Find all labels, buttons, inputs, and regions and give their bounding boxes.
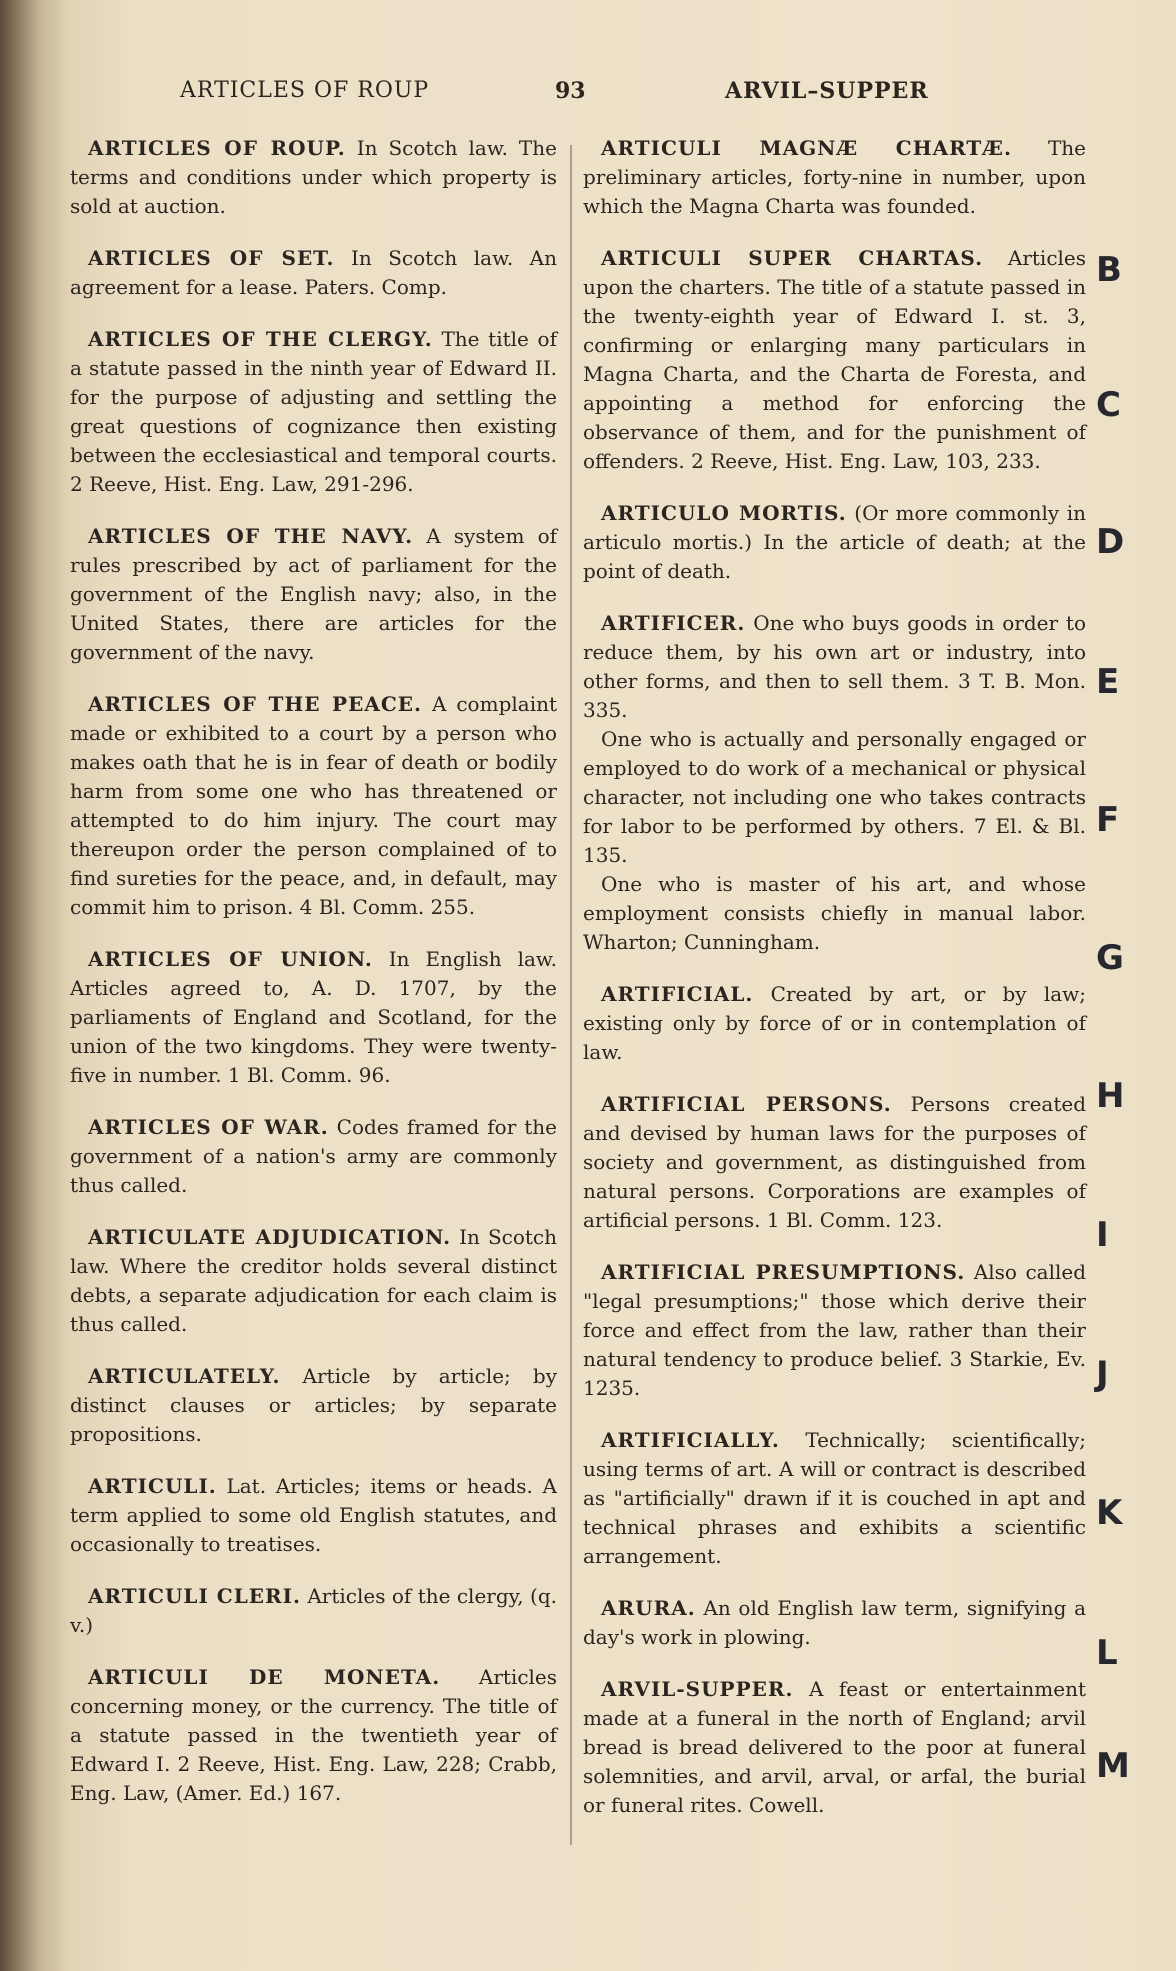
entry-definition: Articles of the clergy, (q. v.) [70, 1584, 557, 1637]
page-number: 93 [555, 78, 586, 104]
running-header [150, 78, 950, 118]
entry-definition: In Scotch law. An agreement for a lease. Paters. Comp. [70, 246, 558, 299]
thumb-index-letter[interactable]: B [1096, 250, 1122, 290]
entry [70, 522, 557, 667]
entry-headword: ARTICULI SUPER CHARTAS. [601, 246, 984, 270]
thumb-index-letter[interactable]: L [1096, 1633, 1118, 1673]
entry [70, 1223, 557, 1339]
entry-definition: Technically; scientifically; using terms of art. A will or contract is described as "artificially" drawn if it is couched in apt and technical phrases and exhibits a scientific arrangement. [583, 1428, 1086, 1568]
entry [583, 1594, 1086, 1652]
entry-definition: A feast or entertainment made at a funeral in the north of England; arvil bread is bread delivered to the poor at funeral solemnities, and arvil, arval, or arfal, the burial or funeral rites. Cowell. [583, 1677, 1086, 1817]
entry [70, 325, 557, 499]
entry-headword: ARVIL-SUPPER. [601, 1677, 794, 1701]
entry-definition: Article by article; by distinct clauses or articles; by separate propositions. [70, 1364, 557, 1446]
thumb-index-letter[interactable]: D [1096, 522, 1125, 562]
header-left-guide-word: ARTICLES OF ROUP [180, 78, 430, 103]
entry-definition: A complaint made or exhibited to a court by a person who makes oath that he is in fear of death or bodily harm from some one who has threatened or attempted to do him injury. The court may thereupon order the person complained of to find sureties for the peace, and, in default, may commit him to prison. 4 Bl. Comm. 255. [70, 692, 558, 919]
right-column [583, 134, 1086, 1843]
thumb-index-letter[interactable]: M [1096, 1746, 1130, 1786]
entry [583, 1675, 1086, 1820]
entry-definition: A system of rules prescribed by act of parliament for the government of the English navy; also, in the United States, there are articles for the government of the navy. [70, 524, 558, 664]
entry [70, 1113, 557, 1200]
entry-headword: ARTICLES OF UNION. [88, 947, 373, 971]
entry-headword: ARTICLES OF THE PEACE. [88, 692, 422, 716]
entry-headword: ARTICULATELY. [88, 1364, 281, 1388]
thumb-index-letter[interactable]: I [1096, 1215, 1109, 1255]
entry-definition: Lat. Articles; items or heads. A term applied to some old English statutes, and occasionally to treatises. [70, 1474, 558, 1556]
entry-definition: (Or more commonly in articulo mortis.) In the article of death; at the point of death. [583, 501, 1087, 583]
entry [583, 499, 1086, 586]
entry-headword: ARTICLES OF SET. [88, 246, 335, 270]
entry-headword: ARTIFICIAL PERSONS. [601, 1092, 892, 1116]
entry-headword: ARTICLES OF WAR. [88, 1115, 329, 1139]
entry-definition: One who buys goods in order to reduce them, by his own art or industry, into other forms, and then to sell them. 3 T. B. Mon. 335. [583, 611, 1087, 722]
entry-headword: ARTIFICIALLY. [601, 1428, 780, 1452]
entry-definition: Articles upon the charters. The title of a statute passed in the twenty-eighth year of Edward I. st. 3, confirming or enlarging many particulars in Magna Charta, and the Charta de Foresta, and appointing a method for enforcing the observance of them, and for the punishment of offenders. 2 Reeve, Hist. Eng. Law, 103, 233. [583, 246, 1087, 473]
entry-definition: In Scotch law. Where the creditor holds several distinct debts, a separate adjudication for each claim is thus called. [70, 1225, 558, 1336]
entry [583, 980, 1086, 1067]
header-right-guide-word: ARVIL–SUPPER [725, 78, 929, 104]
entry-headword: ARTICULATE ADJUDICATION. [88, 1225, 452, 1249]
entry-headword: ARTICULI DE MONETA. [88, 1665, 441, 1689]
entry-sub-definition: One who is actually and personally engaged or employed to do work of a mechanical or physical character, not including one who takes contracts for labor to be performed by others. 7 El. & Bl. 135. [583, 727, 1086, 867]
entry-headword: ARTICULI. [88, 1474, 217, 1498]
entry-headword: ARTICULI CLERI. [88, 1584, 301, 1608]
entry-headword: ARURA. [601, 1596, 696, 1620]
thumb-index-letter[interactable]: E [1096, 662, 1120, 702]
entry [70, 945, 557, 1090]
entry [70, 244, 557, 302]
entry-headword: ARTICLES OF THE CLERGY. [88, 327, 433, 351]
entry [70, 134, 557, 221]
entry-definition: The preliminary articles, forty-nine in number, upon which the Magna Charta was founded. [583, 136, 1086, 218]
thumb-index-letter[interactable]: F [1096, 800, 1120, 840]
thumb-index-letter[interactable]: J [1096, 1354, 1109, 1394]
entry-headword: ARTICULO MORTIS. [601, 501, 847, 525]
entry-definition: Created by art, or by law; existing only by force of or in contemplation of law. [583, 982, 1087, 1064]
column-divider [570, 145, 572, 1845]
thumb-index-letter[interactable]: H [1096, 1076, 1125, 1116]
entry-definition: Articles concerning money, or the currency. The title of a statute passed in the twentieth year of Edward I. 2 Reeve, Hist. Eng. Law, 228; Crabb, Eng. Law, (Amer. Ed.) 167. [70, 1665, 558, 1805]
entry-headword: ARTIFICIAL PRESUMPTIONS. [601, 1260, 966, 1284]
entry-definition: The title of a statute passed in the ninth year of Edward II. for the purpose of adjusting and settling the great questions of cognizance then existing between the ecclesiastical and temporal courts. 2 Reeve, Hist. Eng. Law, 291-296. [70, 327, 558, 496]
entry [583, 1258, 1086, 1403]
entry-definition: In English law. Articles agreed to, A. D. 1707, by the parliaments of England and Scotland, for the union of the two kingdoms. They were twenty-five in number. 1 Bl. Comm. 96. [70, 947, 558, 1087]
entry-definition: An old English law term, signifying a day's work in plowing. [583, 1596, 1086, 1649]
thumb-index-letter[interactable]: K [1096, 1493, 1123, 1533]
entry [70, 1582, 557, 1640]
entry [70, 1362, 557, 1449]
entry-headword: ARTICLES OF THE NAVY. [88, 524, 414, 548]
entry [583, 1426, 1086, 1571]
entry [583, 1090, 1086, 1235]
entry [583, 134, 1086, 221]
entry-headword: ARTIFICER. [601, 611, 746, 635]
entry-sub-definition: One who is master of his art, and whose employment consists chiefly in manual labor. Wharton; Cunningham. [583, 872, 1086, 954]
entry-headword: ARTICULI MAGNÆ CHARTÆ. [601, 136, 1012, 160]
entry-definition: Persons created and devised by human laws for the purposes of society and government, as distinguished from natural persons. Corporations are examples of artificial persons. 1 Bl. Comm. 123. [583, 1092, 1087, 1232]
thumb-index-letter[interactable]: G [1096, 938, 1124, 978]
entry [583, 609, 1086, 957]
entry-definition: Also called "legal presumptions;" those which derive their force and effect from the law, rather than their natural tendency to produce belief. 3 Starkie, Ev. 1235. [583, 1260, 1087, 1400]
entry-definition: Codes framed for the government of a nation's army are commonly thus called. [70, 1115, 557, 1197]
entry [583, 244, 1086, 476]
left-column [70, 134, 557, 1831]
entry [70, 1663, 557, 1808]
entry-definition: In Scotch law. The terms and conditions under which property is sold at auction. [70, 136, 557, 218]
thumb-index-letter[interactable]: C [1096, 385, 1121, 425]
entry-headword: ARTICLES OF ROUP. [88, 136, 346, 160]
entry-headword: ARTIFICIAL. [601, 982, 754, 1006]
entry [70, 1472, 557, 1559]
entry [70, 690, 557, 922]
